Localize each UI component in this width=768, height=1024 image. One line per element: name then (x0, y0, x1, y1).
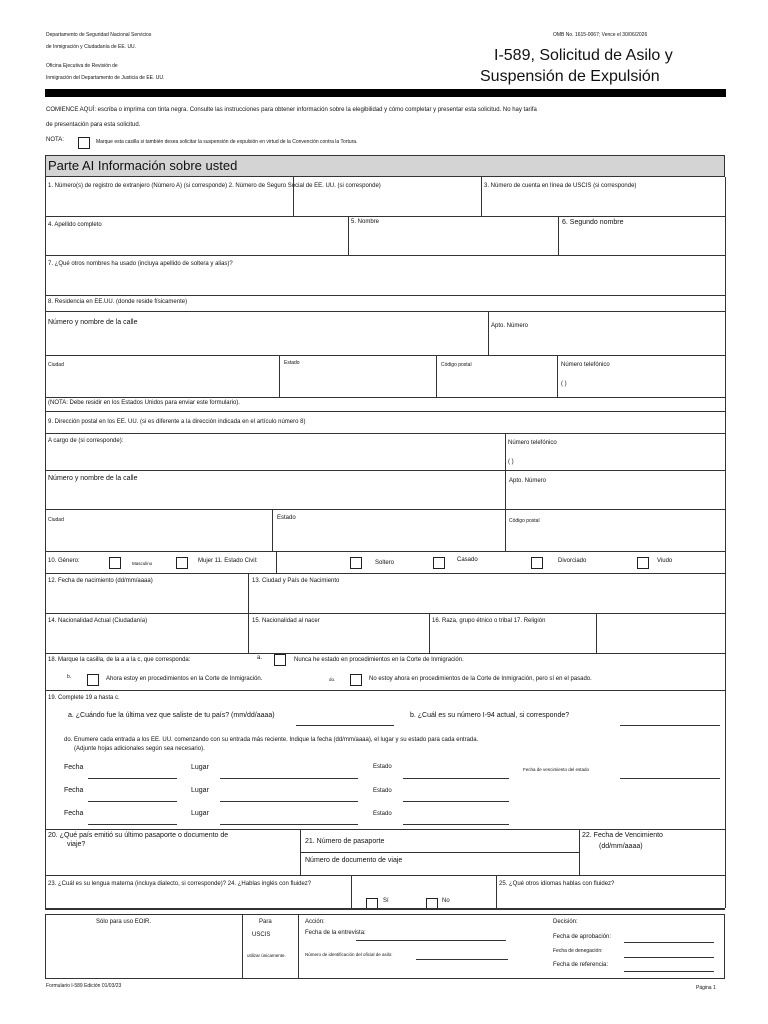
mailing-city-label: Ciudad (48, 517, 64, 523)
field-6-label: 6. Segundo nombre (562, 219, 624, 226)
field-5-label: 5. Nombre (351, 219, 380, 225)
divider (481, 177, 482, 216)
past-in-court-label: No estoy ahora en procedimientos de la Corte de Inmigración, pero sí en el pasado. (369, 676, 592, 682)
entry-1-status-label: Estado (373, 764, 392, 770)
form-edition: Formulario I-589 Edición 01/03/23 (46, 983, 122, 989)
male-label: Masculino (132, 561, 153, 566)
divorced-checkbox[interactable] (531, 557, 543, 569)
agency-line-4: Inmigración del Departamento de Justicia de EE. UU. (46, 75, 165, 81)
field-19c-label: do. Enumere cada entrada a los EE. UU. comenzando con su entrada más reciente. Indique la fecha (dd/mm/aaaa), el lugar y su estado para cada entrada. (64, 737, 479, 743)
cat-checkbox[interactable] (78, 137, 90, 149)
agency-line-3: Oficina Ejecutiva de Revisión de (46, 63, 118, 69)
header-rule (45, 89, 726, 97)
decision-label: Decisión: (553, 919, 578, 925)
denial-date-line[interactable] (624, 957, 714, 958)
note-label: NOTA: (46, 137, 64, 143)
cat-checkbox-label: Marque esta casilla si también desea solicitar la suspensión de expulsión en virtud de la Convención contra la Tortura. (96, 139, 358, 145)
divider (279, 355, 280, 397)
entry-1-place-label: Lugar (191, 764, 209, 771)
row-line (45, 397, 725, 398)
field-1-2-label: 1. Número(s) de registro de extranjero (Número A) (si corresponde) 2. Número de Seguro Social de EE. UU. (si corresponde) (48, 183, 381, 189)
city-label: Ciudad (48, 362, 64, 368)
entry-3-place-line[interactable] (220, 824, 358, 825)
denial-date-label: Fecha de denegación: (553, 948, 603, 954)
divider (436, 355, 437, 397)
married-checkbox[interactable] (433, 557, 445, 569)
row-line (45, 433, 725, 434)
widowed-checkbox[interactable] (637, 557, 649, 569)
row-line (45, 613, 725, 614)
field-21-label: 21. Número de pasaporte (305, 838, 385, 845)
interview-date-line[interactable] (356, 940, 506, 941)
field-19c-note: (Adjunte hojas adicionales según sea necesario). (74, 746, 205, 752)
officer-id-label: Número de identificación del oficial de asilo: (305, 952, 393, 957)
approval-date-label: Fecha de aprobación: (553, 934, 612, 940)
field-20-label-2: viaje? (67, 841, 86, 848)
divider (272, 509, 273, 551)
divider (351, 875, 352, 908)
row-line (45, 311, 725, 312)
field-25-label: 25. ¿Qué otros idiomas hablas con fluidez? (499, 881, 615, 887)
state-label: Estado (284, 360, 300, 366)
divider (488, 311, 489, 355)
divider (248, 573, 249, 613)
mailing-zip-label: Código postal (509, 518, 540, 524)
action-label: Acción: (305, 919, 325, 925)
entry-1-place-line[interactable] (220, 778, 358, 779)
english-yes-label: Sí (383, 898, 389, 904)
divider (298, 914, 299, 979)
care-of-label: A cargo de (si corresponde): (48, 438, 124, 444)
entry-1-status-line[interactable] (403, 778, 509, 779)
entry-2-place-label: Lugar (191, 787, 209, 794)
entry-1-date-line[interactable] (88, 778, 177, 779)
row-line (45, 411, 725, 412)
eoir-only-label: Sólo para uso EOIR. (96, 919, 152, 925)
omb-number: OMB No. 1615-0067; Vence el 30/06/2026 (553, 32, 648, 38)
row-line (45, 573, 725, 574)
agency-line-2: de Inmigración y Ciudadanía de EE. UU. (46, 44, 137, 50)
for-label: Para (259, 919, 272, 925)
zip-label: Código postal (441, 362, 472, 368)
now-in-court-label: Ahora estoy en procedimientos en la Corte de Inmigración. (106, 676, 263, 682)
widowed-label: Viudo (657, 558, 673, 564)
row-line (45, 470, 725, 471)
approval-date-line[interactable] (624, 942, 714, 943)
divider (293, 177, 294, 216)
entry-2-date-label: Fecha (64, 787, 84, 794)
field-14-label: 14. Nacionalidad Actual (Ciudadanía) (48, 618, 148, 624)
field-4-label: 4. Apellido completo (48, 222, 102, 228)
field-13-label: 13. Ciudad y País de Nacimiento (252, 578, 340, 584)
entry-3-place-label: Lugar (191, 810, 209, 817)
divorced-label: Divorciado (558, 558, 587, 564)
divider (429, 613, 430, 653)
divider (558, 216, 559, 255)
option-a-letter: a. (257, 655, 263, 661)
row-line (45, 355, 725, 356)
row-line (45, 690, 725, 691)
field-19-label: 19. Complete 19 a hasta c. (48, 695, 120, 701)
divider (557, 355, 558, 397)
entry-3-date-line[interactable] (88, 824, 177, 825)
phone-label: Número telefónico (561, 362, 610, 368)
mailing-state-label: Estado (277, 515, 296, 521)
phone-area-code: ( ) (561, 381, 567, 387)
divider (596, 613, 597, 653)
agency-line-1: Departamento de Seguridad Nacional Servicios (46, 32, 152, 38)
form-left-border (45, 177, 46, 908)
row-line (45, 653, 725, 654)
entry-1-date-label: Fecha (64, 764, 84, 771)
row-line (45, 829, 725, 830)
field-22-label: 22. Fecha de Vencimiento (582, 832, 663, 839)
last-departure-date-line[interactable] (296, 725, 394, 726)
entry-3-status-line[interactable] (403, 824, 509, 825)
now-in-court-checkbox[interactable] (87, 674, 99, 686)
divider (496, 875, 497, 908)
row-line (45, 908, 725, 910)
field-8-label: 8. Residencia en EE.UU. (donde reside físicamente) (48, 299, 188, 305)
entry-2-status-line[interactable] (403, 801, 509, 802)
row-line (45, 875, 725, 876)
entry-3-date-label: Fecha (64, 810, 84, 817)
field-19a-label: a. ¿Cuándo fue la última vez que saliste de tu país? (mm/dd/aaaa) (68, 712, 275, 719)
past-in-court-checkbox[interactable] (350, 674, 362, 686)
male-checkbox[interactable] (109, 557, 121, 569)
officer-id-line[interactable] (416, 959, 508, 960)
field-18-label: 18. Marque la casilla, de la a a la c, que corresponda: (48, 657, 191, 663)
single-checkbox[interactable] (350, 557, 362, 569)
entry-2-date-line[interactable] (88, 801, 177, 802)
field-7-label: 7. ¿Qué otros nombres ha usado (incluya apellido de soltera y alias)? (48, 261, 233, 267)
field-19b-label: b. ¿Cuál es su número I-94 actual, si corresponde? (410, 712, 570, 719)
row-line (45, 509, 725, 510)
page-number: Página 1 (696, 985, 716, 991)
female-marital-label: Mujer 11. Estado Civil: (198, 558, 258, 564)
option-c-letter: do. (329, 677, 336, 682)
single-label: Soltero (375, 560, 395, 566)
field-20-label: 20. ¿Qué país emitió su último pasaporte o documento de (48, 832, 229, 839)
divider (505, 433, 506, 551)
mailing-phone-area-code: ( ) (508, 459, 514, 465)
divider (579, 829, 580, 875)
row-line (45, 295, 725, 296)
only-use-label: utilizar únicamente. (247, 953, 286, 958)
field-12-label: 12. Fecha de nacimiento (dd/mm/aaaa) (48, 578, 153, 584)
status-expiry-line[interactable] (620, 778, 720, 779)
apt-label: Apto. Número (491, 323, 529, 329)
interview-date-label: Fecha de la entrevista: (305, 930, 366, 936)
row-line (300, 852, 579, 853)
street-label: Número y nombre de la calle (48, 319, 138, 326)
mailing-phone-label: Número telefónico (508, 440, 557, 446)
field-15-label: 15. Nacionalidad al nacer (252, 618, 320, 624)
row-line (45, 255, 725, 256)
never-in-court-label: Nunca he estado en procedimientos en la Corte de Inmigración. (294, 657, 464, 663)
married-label: Casado (457, 557, 478, 563)
field-3-label: 3. Número de cuenta en línea de USCIS (si corresponde) (484, 183, 637, 189)
mailing-street-label: Número y nombre de la calle (48, 475, 138, 482)
row-line (45, 551, 725, 552)
divider (248, 613, 249, 653)
divider (242, 914, 243, 979)
mailing-apt-label: Apto. Número (509, 478, 547, 484)
uscis-label: USCIS (252, 932, 271, 938)
begin-here-text-2: de presentación para esta solicitud. (46, 122, 141, 128)
form-title-2: Suspensión de Expulsión (480, 68, 660, 85)
field-23-24-label: 23. ¿Cuál es su lengua materna (incluya dialecto, si corresponde)? 24. ¿Hablas inglés con fluidez? (48, 881, 312, 887)
never-in-court-checkbox[interactable] (274, 654, 286, 666)
field-10-label: 10. Género: (48, 558, 80, 564)
option-b-letter: b. (67, 674, 72, 680)
entry-2-status-label: Estado (373, 788, 392, 794)
form-title-1: I-589, Solicitud de Asilo y (494, 47, 673, 64)
entry-2-place-line[interactable] (220, 801, 358, 802)
divider (276, 551, 277, 573)
status-expiry-label: Fecha de vencimiento del estado (523, 767, 590, 772)
part-a-heading: Parte AI Información sobre usted (48, 158, 238, 173)
field-16-17-label: 16. Raza, grupo étnico o tribal 17. Religión (432, 618, 546, 624)
english-no-label: No (442, 898, 450, 904)
residence-note: (NOTA: Debe residir en los Estados Unidos para enviar este formulario). (48, 400, 240, 406)
field-22-format: (dd/mm/aaaa) (599, 843, 643, 850)
begin-here-text: COMIENCE AQUÍ: escriba o imprima con tinta negra. Consulte las instrucciones para obtener información sobre la elegibilidad y cómo completar y presentar esta solicitud. No hay tarifa (46, 107, 537, 113)
form-right-border (725, 177, 726, 908)
i94-number-line[interactable] (620, 725, 720, 726)
referral-date-line[interactable] (624, 971, 714, 972)
travel-doc-label: Número de documento de viaje (305, 857, 403, 864)
row-line (45, 216, 725, 217)
divider (348, 216, 349, 255)
entry-3-status-label: Estado (373, 811, 392, 817)
field-9-label: 9. Dirección postal en los EE. UU. (si es diferente a la dirección indicada en el artículo número 8) (48, 419, 306, 425)
referral-date-label: Fecha de referencia: (553, 962, 609, 968)
female-checkbox[interactable] (176, 557, 188, 569)
